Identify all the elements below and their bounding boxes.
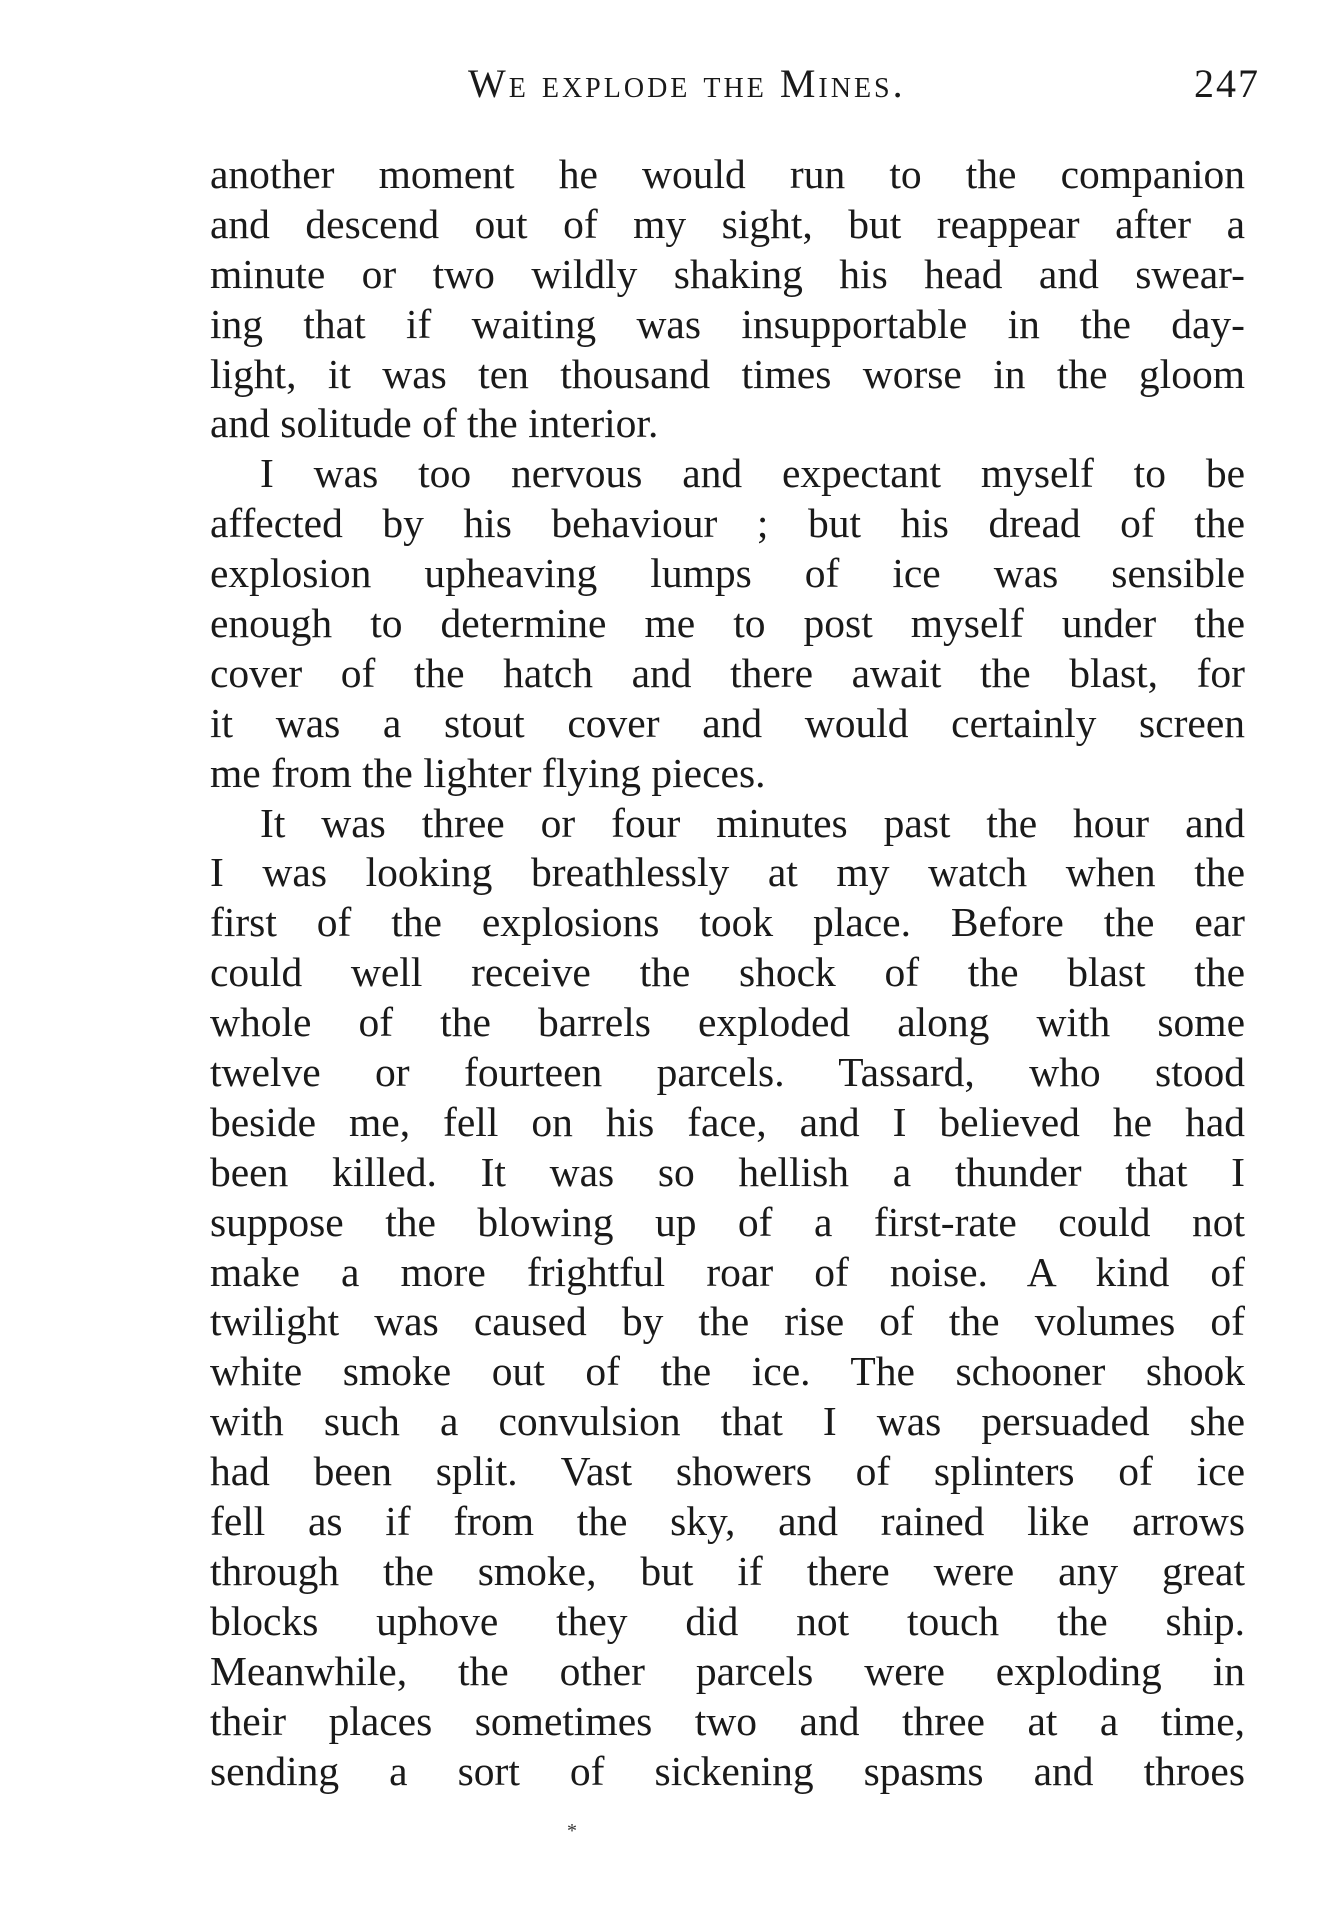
text-line: twelve or fourteen parcels. Tassard, who stood bbox=[210, 1049, 1245, 1096]
text-line: blocks uphove they did not touch the ship. bbox=[210, 1597, 1245, 1644]
text-line: enough to determine me to post myself under the bbox=[210, 600, 1245, 647]
text-line: explosion upheaving lumps of ice was sensible bbox=[210, 550, 1245, 597]
text-line: been killed. It was so hellish a thunder that I bbox=[210, 1148, 1245, 1195]
text-line: affected by his behaviour ; but his dread of the bbox=[210, 500, 1245, 547]
running-head bbox=[210, 60, 1260, 120]
text-line: with such a convulsion that I was persuaded she bbox=[210, 1398, 1245, 1445]
text-line: through the smoke, but if there were any great bbox=[210, 1547, 1245, 1594]
text-line: twilight was caused by the rise of the volumes of bbox=[210, 1298, 1245, 1345]
text-line: I was too nervous and expectant myself to be bbox=[260, 450, 1245, 497]
page-number: 247 bbox=[1194, 61, 1260, 106]
text-line: make a more frightful roar of noise. A kind of bbox=[210, 1248, 1245, 1295]
text-line: whole of the barrels exploded along with some bbox=[210, 999, 1245, 1046]
text-line: it was a stout cover and would certainly screen bbox=[210, 699, 1245, 746]
text-line: sending a sort of sickening spasms and throes bbox=[210, 1747, 1245, 1794]
text-line: light, it was ten thousand times worse in the gloom bbox=[210, 350, 1245, 397]
text-line: Meanwhile, the other parcels were exploding in bbox=[210, 1647, 1245, 1694]
text-line: me from the lighter flying pieces. bbox=[210, 749, 766, 796]
body-text bbox=[210, 150, 1245, 1796]
text-line: had been split. Vast showers of splinters of ice bbox=[210, 1448, 1245, 1495]
text-line: first of the explosions took place. Before the ear bbox=[210, 899, 1245, 946]
text-line: beside me, fell on his face, and I believed he had bbox=[210, 1098, 1245, 1145]
text-line: white smoke out of the ice. The schooner shook bbox=[210, 1348, 1245, 1395]
signature-mark: * bbox=[567, 1820, 577, 1842]
text-line: their places sometimes two and three at a time, bbox=[210, 1697, 1245, 1744]
text-line: minute or two wildly shaking his head and swear- bbox=[210, 250, 1245, 297]
text-line: ing that if waiting was insupportable in the day- bbox=[210, 300, 1245, 347]
text-line: and descend out of my sight, but reappear after a bbox=[210, 200, 1245, 247]
text-line: I was looking breathlessly at my watch when the bbox=[210, 849, 1245, 896]
text-line: suppose the blowing up of a first-rate could not bbox=[210, 1198, 1245, 1245]
text-line: could well receive the shock of the blast the bbox=[210, 949, 1245, 996]
text-line: fell as if from the sky, and rained like arrows bbox=[210, 1498, 1245, 1545]
text-line: cover of the hatch and there await the blast, for bbox=[210, 649, 1245, 696]
running-title: We explode the Mines. bbox=[468, 61, 906, 106]
text-line: It was three or four minutes past the hour and bbox=[260, 799, 1245, 846]
text-line: and solitude of the interior. bbox=[210, 400, 659, 447]
text-line: another moment he would run to the companion bbox=[210, 151, 1245, 197]
